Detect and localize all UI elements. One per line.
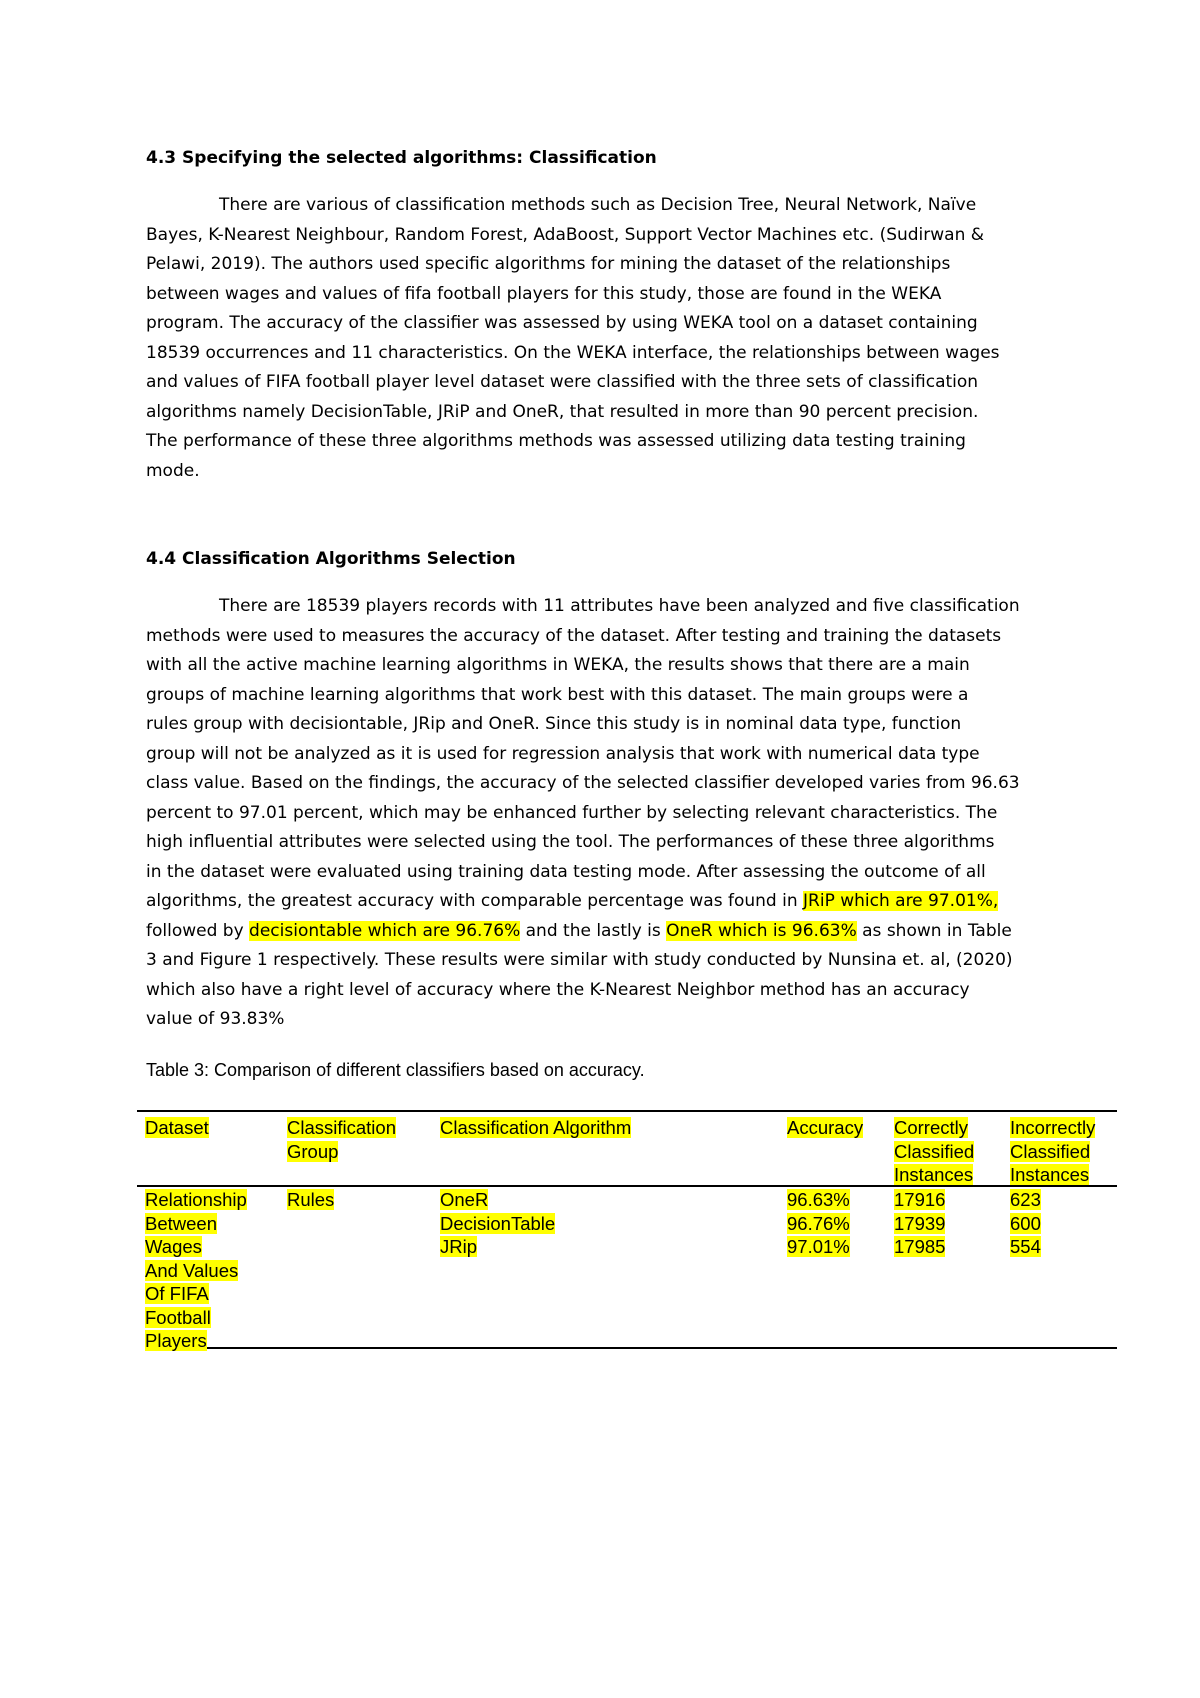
highlight-decisiontable: decisiontable which are 96.76% (249, 920, 521, 941)
paragraph-line: There are various of classification methods such as Decision Tree, Neural Network, Naïve (219, 195, 977, 215)
paragraph-line: class value. Based on the findings, the accuracy of the selected classifier developed varies from 96.63 (146, 773, 1020, 793)
cell-correct-instances: 17916 17939 17985 (894, 1189, 946, 1257)
line-text: algorithms, the greatest accuracy with comparable percentage was found in (146, 891, 804, 911)
table-caption: Table 3: Comparison of different classifiers based on accuracy. (146, 1060, 645, 1080)
paragraph-line-highlighted (146, 917, 1066, 947)
paragraph-4-4 (146, 592, 1066, 1035)
paragraph-line: group will not be analyzed as it is used for regression analysis that work with numerical data type (146, 743, 980, 764)
line-text: and the lastly is (520, 920, 667, 941)
paragraph-line: Bayes, K-Nearest Neighbour, Random Forest, AdaBoost, Support Vector Machines etc. (Sudirwan & (146, 224, 985, 245)
line-text: followed by (146, 920, 250, 941)
section-heading-4-4: 4.4 Classification Algorithms Selection (146, 549, 516, 569)
header-incorrectly-classified: Incorrectly Classified Instances (1010, 1117, 1096, 1185)
paragraph-line: high influential attributes were selected using the tool. The performances of these three algorithms (146, 832, 995, 852)
paragraph-4-3 (146, 191, 1066, 486)
paragraph-line: and values of FIFA football player level dataset were classified with the three sets of classification (146, 372, 979, 392)
paragraph-line: program. The accuracy of the classifier was assessed by using WEKA tool on a dataset containing (146, 313, 978, 333)
paragraph-line: between wages and values of fifa football players for this study, those are found in the WEKA (146, 283, 942, 304)
header-accuracy: Accuracy (787, 1117, 864, 1138)
paragraph-line: Pelawi, 2019). The authors used specific algorithms for mining the dataset of the relationships (146, 254, 951, 274)
paragraph-line: algorithms namely DecisionTable, JRiP and OneR, that resulted in more than 90 percent precision. (146, 401, 979, 422)
comparison-table (137, 1110, 1117, 1350)
paragraph-line: value of 93.83% (146, 1009, 285, 1029)
paragraph-line: 3 and Figure 1 respectively. These results were similar with study conducted by Nunsina et. al, (2020) (146, 950, 1013, 970)
highlight-jrip: JRiP which are 97.01%, (803, 891, 999, 911)
header-dataset: Dataset (145, 1117, 209, 1138)
cell-dataset: Relationship Between Wages And Values Of FIFA Football Players (145, 1189, 247, 1351)
paragraph-line: methods were used to measures the accuracy of the dataset. After testing and training the datasets (146, 625, 1002, 646)
header-correctly-classified: Correctly Classified Instances (894, 1117, 975, 1185)
cell-group: Rules (287, 1189, 335, 1210)
paragraph-line: which also have a right level of accuracy where the K-Nearest Neighbor method has an accuracy (146, 979, 970, 1000)
cell-incorrect-instances: 623 600 554 (1010, 1189, 1041, 1257)
paragraph-line: groups of machine learning algorithms that work best with this dataset. The main groups were a (146, 684, 969, 705)
paragraph-line: mode. (146, 460, 200, 481)
table-bottom-rule (145, 1347, 1117, 1349)
paragraph-line: percent to 97.01 percent, which may be enhanced further by selecting relevant characteristics. The (146, 802, 998, 823)
paragraph-line: 18539 occurrences and 11 characteristics. On the WEKA interface, the relationships between wages (146, 342, 1000, 363)
header-classification-algorithm: Classification Algorithm (440, 1117, 632, 1138)
paragraph-line: in the dataset were evaluated using training data testing mode. After assessing the outcome of all (146, 861, 986, 882)
line-text: as shown in Table (856, 920, 1012, 941)
paragraph-line: rules group with decisiontable, JRip and OneR. Since this study is in nominal data type, function (146, 714, 962, 734)
paragraph-line: There are 18539 players records with 11 attributes have been analyzed and five classification (219, 596, 1020, 616)
header-classification-group: Classification Group (287, 1117, 396, 1162)
cell-algorithms: OneR DecisionTable JRip (440, 1189, 556, 1257)
highlight-oner: OneR which is 96.63% (666, 920, 857, 941)
table-top-rule (137, 1110, 1117, 1112)
paragraph-line-highlighted (146, 887, 1066, 917)
paragraph-line: The performance of these three algorithms methods was assessed utilizing data testing training (146, 431, 966, 451)
section-heading-4-3: 4.3 Specifying the selected algorithms: Classification (146, 148, 657, 168)
cell-accuracies: 96.63% 96.76% 97.01% (787, 1189, 850, 1257)
paragraph-line: with all the active machine learning algorithms in WEKA, the results shows that there are a main (146, 655, 970, 675)
